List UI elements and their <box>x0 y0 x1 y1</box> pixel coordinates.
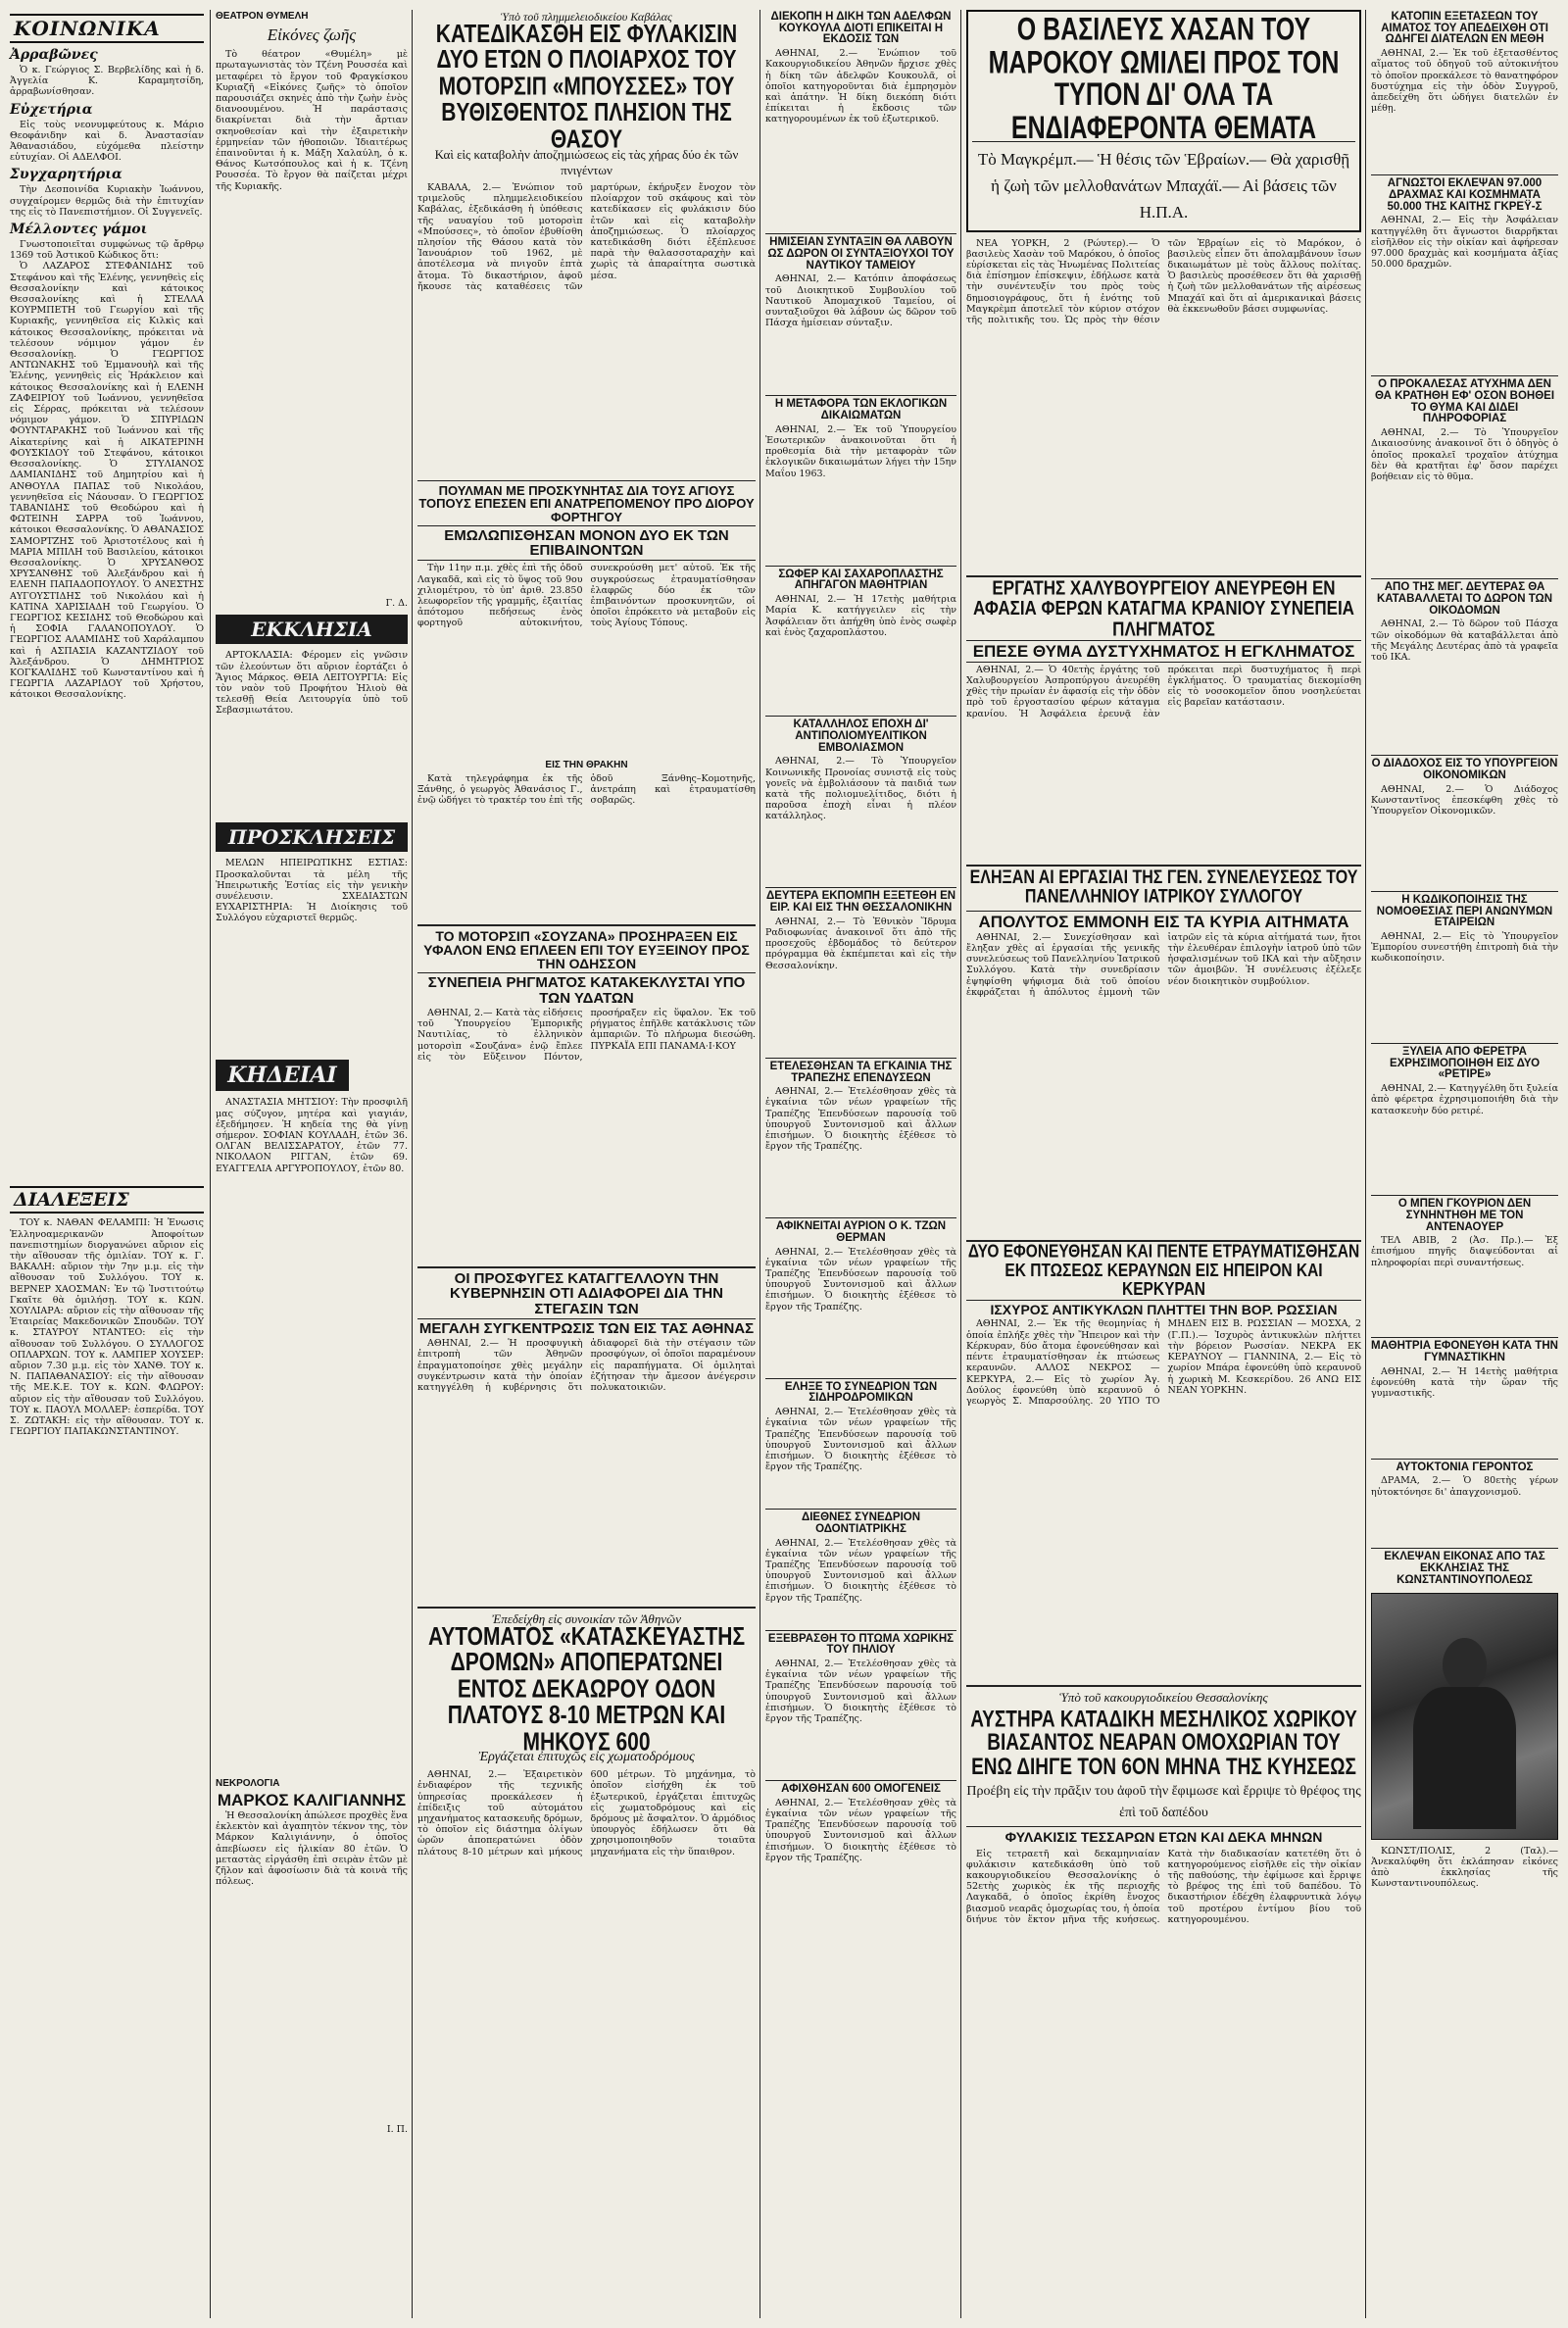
story-icons: ΚΩΝΣΤ/ΠΟΛΙΣ, 2 (Ταλ).— Ἀνεκαλύφθη ὅτι ἐκλάπησαν εἰκόνες ἀπὸ ἐκκλησίας τῆς Κωνσταντινουπόλεως. <box>1371 1845 1558 1890</box>
headline-broadcast: ΔΕΥΤΕΡΑ ΕΚΠΟΜΠΗ ΕΞΕΤΕΘΗ ΕΝ ΕΙΡ. ΚΑΙ ΕΙΣ ΤΗΝ ΘΕΣΣΑΛΟΝΙΚΗΝ <box>765 890 956 915</box>
lectures-text: ΤΟΥ κ. ΝΑΘΑΝ ΦΕΛΑΜΠΙ: Ἡ Ἑνωσις Ἑλληνοαμερικανῶν Ἀποφοίτων πανεπιστημίων διοργανώνει αὔριον εἰς τὴν αἴθουσαν τῆς ὁμιλίαν. ΤΟΥ κ. Γ. ΒΑΚΑΛΗ: αὔριον τὴν 7ην μ.μ. εἰς τὴν αἴθουσαν τοῦ Συλλόγου. ΤΟΥ κ. ΒΕΡΝΕΡ ΧΑΟΣΜΑΝ: Ἐν τῷ Ἰνστιτούτῳ Γκαῖτε θὰ ὁμιλήσῃ. ΤΟΥ κ. ΚΩΝ. ΧΟΥΛΙΑΡΑ: αὔριον εἰς τὴν αἴθουσαν τῆς Ἑταιρείας Μακεδονικῶν Σπουδῶν. ΤΟΥ κ. ΣΤΑΥΡΟΥ ΝΤΑΝΤΕΟ: εἰς τὴν αἴθουσαν τοῦ Συλλόγου. Ο ΣΥΛΛΟΓΟΣ ΟΠΛΑΡΧΩΝ. ΤΟΥ κ. ΛΑΜΠΕΡ ΧΟΥΣΕΡ: αὔριον 7.30 μ.μ. εἰς τὸν ΧΑΝΘ. ΤΟΥ κ. Ν. ΠΑΠΑΘΑΝΑΣΙΟΥ: εἰς τὴν αἴθουσαν τῆς ΜΕ.Κ.Ε. ΤΟΥ κ. ΚΩΝ. ΦΛΩΡΟΥ: αὔριον εἰς τὴν αἴθουσαν τοῦ Συλλόγου. ΤΟΥ κ. ΠΑΟΥΛ ΜΟΛΛΕΡ: ἑσπερίδα. ΤΟΥ Σ. ΖΩΤΑΚΗ: εἰς τὴν αἴθουσαν. ΤΟΥ κ. ΓΕΩΡΓΙΟΥ ΠΑΠΑΚΩΝΣΤΑΝΤΙΝΟΥ. <box>10 1217 204 1438</box>
story-abduction: ΑΘΗΝΑΙ, 2.— Ἡ 17ετὴς μαθήτρια Μαρία Κ. κατήγγειλεν εἰς τὴν Ἀσφάλειαν ὅτι ἀπήχθη ὑπὸ ἑνὸς σωφὲρ καὶ ἑνὸς ζαχαροπλάστου. <box>765 594 956 638</box>
story-lightning: ΑΘΗΝΑΙ, 2.— Ἐκ τῆς θεομηνίας ἡ ὁποία ἐπλήξε χθὲς τὴν Ἤπειρον καὶ τὴν Κέρκυραν, δύο ἄτομα ἐφονεύθησαν καὶ πέντε ἐτραυματίσθησαν ἐκ πτώσεως κεραυνῶν. ΑΛΛΟΣ ΝΕΚΡΟΣ — ΚΕΡΚΥΡΑ, 2.— Εἰς τὸ χωρίον Ἀγ. Δούλος ἐφονεύθη ὑπὸ κεραυνοῦ ὁ γεωργὸς Σ. Μπαρσούλης. 20 ΥΠΟ ΤΟ ΜΗΔΕΝ ΕΙΣ Β. ΡΩΣΣΙΑΝ — ΜΟΣΧΑ, 2 (Γ.Π.).— Ἰσχυρὸς ἀντικυκλὼν πλήττει τὴν βόρειον Ρωσσίαν. ΝΕΚΡΑ ΕΚ ΚΕΡΑΥΝΟΥ — ΓΙΑΝΝΙΝΑ, 2.— Εἰς τὸ χωρίον Μπάρα ἐφονεύθη ὑπὸ κεραυνοῦ ἡ χωρικὴ Μ. Κεσκερίδου. 26 ΑΝΩ ΕΙΣ ΝΕΑΝ ΥΟΡΚΗΝ. <box>966 1318 1361 1407</box>
headline-bank: ΕΤΕΛΕΣΘΗΣΑΝ ΤΑ ΕΓΚΑΙΝΙΑ ΤΗΣ ΤΡΑΠΕΖΗΣ ΕΠΕΝΔΥΣΕΩΝ <box>769 1060 953 1084</box>
subhead-thrace: ΕΙΣ ΤΗΝ ΘΡΑΚΗΝ <box>545 760 628 771</box>
marriages-text: Ὁ ΛΑΖΑΡΟΣ ΣΤΕΦΑΝΙΔΗΣ τοῦ Στεφάνου καὶ τῆς Ἐλένης, γεννηθεὶς εἰς Θεσσαλονίκην καὶ κάτοικος Θεσσαλονίκης καὶ ἡ ΣΤΕΛΛΑ ΚΟΥΡΜΠΕΤΗ τοῦ Γεωργίου καὶ τῆς Κυριακῆς, γεννηθεῖσα εἰς Κιλκὶς καὶ κάτοικος Θεσσαλονίκης, πρόκειται νὰ τελέσουν νόμιμον γάμον ἐν Θεσσαλονίκῃ. Ὁ ΓΕΩΡΓΙΟΣ ΑΝΤΩΝΑΚΗΣ τοῦ Ἐμμανουὴλ καὶ τῆς Ἑλένης, γεννηθεὶς εἰς Ἠράκλειον καὶ κάτοικος Θεσσαλονίκης καὶ ἡ ΕΛΕΝΗ ΖΑΦΕΙΡΙΟΥ τοῦ Ἰωάννου, γεννηθεῖσα εἰς Σέρρας, πρόκειται νὰ τελέσουν νόμιμον γάμον. Ὁ ΣΠΥΡΙΔΩΝ ΦΟΥΝΤΑΡΑΚΗΣ τοῦ Ἰωάννου καὶ τῆς Αἰκατερίνης καὶ ἡ ΑΙΚΑΤΕΡΙΝΗ ΦΟΥΣΚΙΔΟΥ τοῦ Στεφάνου, κάτοικοι Θεσσαλονίκης. Ὁ ΣΤΥΛΙΑΝΟΣ ΔΑΜΙΑΝΙΔΗΣ τοῦ Δημητρίου καὶ ἡ ΑΝΘΟΥΛΑ ΠΑΠΑΣ τοῦ Νικολάου, γεννηθεῖσα εἰς Νάουσαν. Ὁ ΓΕΩΡΓΙΟΣ ΤΑΒΑΝΙΔΗΣ τοῦ Θεοδώρου καὶ ἡ ΦΩΤΕΙΝΗ ΣΑΡΡΑ τοῦ Ἰωάννου, κάτοικοι Θεσσαλονίκης. Ὁ ΑΘΑΝΑΣΙΟΣ ΣΑΜΟΡΤΖΗΣ τοῦ Ἀριστοτέλους καὶ ἡ ΜΑΡΙΑ ΜΠΙΛΗ τοῦ Βασιλείου, κάτοικοι Θεσσαλονίκης. Ὁ ΧΡΥΣΑΝΘΟΣ ΧΡΥΣΑΝΘΗΣ τοῦ Ἀλεξάνδρου καὶ ἡ ΕΛΕΝΗ ΠΑΠΑΔΟΠΟΥΛΟΥ. Ὁ ΑΝΕΣΤΗΣ ΑΥΓΟΥΣΤΙΔΗΣ τοῦ Νικολάου καὶ ἡ ΚΑΤΙΝΑ ΧΑΡΙΣΙΑΔΗ τοῦ Γεωργίου. Ὁ ΓΕΩΡΓΙΟΣ ΚΕΣΙΔΗΣ τοῦ Θεοδώρου καὶ ἡ ΣΟΦΙΑ ΓΑΛΑΝΟΠΟΥΛΟΥ. Ὁ ΓΕΩΡΓΙΟΣ ΑΛΑΜΙΔΗΣ τοῦ Χαράλαμπου καὶ ἡ ΑΣΠΑΣΙΑ ΚΑΖΑΝΤΖΙΔΟΥ τοῦ Ἀλεξάνδρου. Ὁ ΔΗΜΗΤΡΙΟΣ ΚΟΓΚΑΛΙΔΗΣ τοῦ Κωνσταντίνου καὶ ἡ ΓΕΩΡΓΙΑ ΛΑΖΑΡΙΔΟΥ τοῦ Χρήστου, κάτοικοι Θεσσαλονίκης. <box>10 261 204 701</box>
column-main-right <box>966 10 1361 2318</box>
subhead-steelworker: ΕΠΕΣΕ ΘΥΜΑ ΔΥΣΤΥΧΗΜΑΤΟΣ Η ΕΓΚΛΗΜΑΤΟΣ <box>966 640 1361 663</box>
kicker: Ὑπὸ τοῦ πλημμελειοδικείου Καβάλας <box>501 10 672 24</box>
column-news-right <box>1371 10 1558 2318</box>
headline-ben-gurion: Ο ΜΠΕΝ ΓΚΟΥΡΙΟΝ ΔΕΝ ΣΥΝΗΝΤΗΘΗ ΜΕ ΤΟΝ ΑΝΤΕΝΑΟΥΕΡ <box>1397 1198 1532 1233</box>
theatre-text: Τὸ θέατρον «Θυμέλη» μὲ πρωταγωνιστὰς τὸν Τζένη Ρουσσέα καὶ μεταφέρει τὸ ἔργον τοῦ Φραγκίσκου Κυριαζῆ «Εἰκόνες ζωῆς» τὸ ὁποῖον παρουσιάζει σκηνὲς ἀπὸ τὴν ζωὴν ἐνὸς διανοουμένου. Ἡ παράστασις διακρίνεται διὰ τὴν ἄρτιαν σκηνοθεσίαν καὶ τὴν ἐξαιρετικὴν ἑρμηνείαν τῶν ἠθοποιῶν. Ἰδιαιτέρως ἐπαινοῦνται ἡ κ. Μάξη Χαλαύλη, ὁ κ. Θάνος Κωτσόπουλος καὶ ἡ κ. Τζένη Ρουσσέα. Τὸ ἔργον θὰ παίζεται μέχρι τῆς Κυριακῆς. <box>216 49 408 192</box>
headline-theft: ΑΓΝΩΣΤΟΙ ΕΚΛΕΨΑΝ 97.000 ΔΡΑΧΜΑΣ ΚΑΙ ΚΟΣΜΗΜΑΤΑ 50.000 ΤΗΣ ΚΑΙΤΗΣ ΓΚΡΕΫ-Σ <box>1387 177 1543 213</box>
headline-schoolgirl: ΜΑΘΗΤΡΙΑ ΕΦΟΝΕΥΘΗ ΚΑΤΑ ΤΗΝ ΓΥΜΝΑΣΤΙΚΗΝ <box>1371 1340 1558 1363</box>
headline-accident-driver: Ο ΠΡΟΚΑΛΕΣΑΣ ΑΤΥΧΗΜΑ ΔΕΝ ΘΑ ΚΡΑΤΗΘΗ ΕΦ' ΟΣΟΝ ΒΟΗΘΕΙ ΤΟ ΘΥΜΑ ΚΑΙ ΔΙΔΕΙ ΠΛΗΡΟΦΟΡΙΑΣ <box>1374 378 1555 425</box>
subhead-kavala: Καὶ εἰς καταβολὴν ἀποζημιώσεως εἰς τὰς χήρας δύο ἐκ τῶν πνιγέντων <box>434 147 739 178</box>
headline-refugees: ΟΙ ΠΡΟΣΦΥΓΕΣ ΚΑΤΑΓΓΕΛΛΟΥΝ ΤΗΝ ΚΥΒΕΡΝΗΣΙΝ ΟΤΙ ΑΔΙΑΦΟΡΕΙ ΔΙΑ ΤΗΝ ΣΤΕΓΑΣΙΝ ΤΩΝ <box>450 1269 723 1317</box>
item-title: Εὐχετήρια <box>10 101 93 118</box>
headline-drunk-driver: ΚΑΤΟΠΙΝ ΕΞΕΤΑΣΕΩΝ ΤΟΥ ΑΙΜΑΤΟΣ ΤΟΥ ΑΠΕΔΕΙΧΘΗ ΟΤΙ ΩΔΗΓΕΙ ΔΙΑΤΕΛΩΝ ΕΝ ΜΕΘΗ <box>1381 11 1548 46</box>
obituary-label: ΝΕΚΡΟΛΟΓΙΑ <box>216 1778 280 1790</box>
subhead-medical: ΑΠΟΛΥΤΟΣ ΕΜΜΟΝΗ ΕΙΣ ΤΑ ΚΥΡΙΑ ΑΙΤΗΜΑΤΑ <box>966 911 1361 930</box>
story-pension: ΑΘΗΝΑΙ, 2.— Κατόπιν ἀποφάσεως τοῦ Διοικητικοῦ Συμβουλίου τοῦ Ναυτικοῦ Ἀπομαχικοῦ Ταμείου, οἱ συνταξιοῦχοι θὰ λάβουν ὡς δῶρον τοῦ Πάσχα ἡμίσειαν σύνταξιν. <box>765 273 956 329</box>
story-theft: ΑΘΗΝΑΙ, 2.— Εἰς τὴν Ἀσφάλειαν κατηγγέλθη ὅτι ἄγνωστοι διαρρῆκται εἰσῆλθον εἰς τὴν οἰκίαν καὶ ἀφήρεσαν 97.000 δραχμὰς καὶ κοσμήματα ἀξίας 50.000 δραχμῶν. <box>1371 215 1558 271</box>
headline-medical: ΕΛΗΞΑΝ ΑΙ ΕΡΓΑΣΙΑΙ ΤΗΣ ΓΕΝ. ΣΥΝΕΛΕΥΣΕΩΣ ΤΟΥ ΠΑΝΕΛΛΗΝΙΟΥ ΙΑΤΡΙΚΟΥ ΣΥΛΛΟΓΟΥ <box>969 867 1358 908</box>
headline-suicide: ΑΥΤΟΚΤΟΝΙΑ ΓΕΡΟΝΤΟΣ <box>1396 1461 1534 1473</box>
story-medical: ΑΘΗΝΑΙ, 2.— Συνεχίσθησαν καὶ ἔληξαν χθὲς αἱ ἐργασίαι τῆς γενικῆς συνελεύσεως τοῦ Πανελληνίου Ἰατρικοῦ Συλλόγου. Κατὰ τὴν συνεδρίασιν ἐψηφίσθη ψήφισμα διὰ τοῦ ὁποίου ἐκφράζεται ἡ ἀπόλυτος ἐμμονὴ τῶν ἰατρῶν εἰς τὰ κύρια αἰτήματά των, ἤτοι τὴν ἐλευθέραν ἐπιλογὴν ἰατροῦ ὑπὸ τῶν ἠσφαλισμένων τοῦ ΙΚΑ καὶ τὴν αὔξησιν τῶν ἀμοιβῶν. Ἡ συνέλευσις ἐξέλεξε νέον διοικητικὸν συμβούλιον. <box>966 931 1361 998</box>
obituary-text: Ἡ Θεσσαλονίκη ἀπώλεσε προχθὲς ἕνα ἐκλεκτὸν καὶ ἀγαπητὸν τέκνον της, τὸν Μάρκον Καλιγιάννην, ὁ ὁποῖος ἀπεβίωσεν εἰς ἡλικίαν 80 ἐτῶν. Ὁ μεταστὰς εἰργάσθη ἐπὶ σειρὰν ἐτῶν μὲ ζῆλον καὶ ἀφοσίωσιν διὰ τὰ κοινὰ τῆς πόλεως. <box>216 1809 408 1888</box>
subhead-court: Προέβη εἰς τὴν πρᾶξιν του ἀφοῦ τὴν ἔφιμωσε καὶ ἔρριψε τὸ θρέφος της ἐπὶ τοῦ δαπέδου <box>966 1783 1361 1820</box>
story-pilgrims: Τὴν 11ην π.μ. χθὲς ἐπὶ τῆς ὁδοῦ Λαγκαδᾶ, καὶ εἰς τὸ ὕψος τοῦ 9ου χιλιομέτρου, τὸ ὑπ' ἀριθ. 23.850 λεωφορεῖον τῆς γραμμῆς, ἐξαιτίας ἀπότομου πεδήσεως ἐνὸς φορτηγοῦ αὐτοκινήτου, συνεκρούσθη μετ' αὐτοῦ. Ἐκ τῆς συγκρούσεως ἐτραυματίσθησαν ἐλαφρῶς δύο ἐκ τῶν ἐπιβαινόντων προσκυνητῶν, οἱ ὁποῖοι ἐπρόκειτο νὰ μεταβοῦν εἰς τοὺς Ἁγίους Τόπους. <box>417 563 756 629</box>
item-text: Τὴν Δεσποινίδα Κυριακὴν Ἰωάννου, συγχαίρομεν θερμῶς διὰ τὴν ἐπιτυχίαν της εἰς τὸ Πανεπιστήμιον. Οἱ Συγγενεῖς. <box>10 184 204 218</box>
headline-steelworker: ΕΡΓΑΤΗΣ ΧΑΛΥΒΟΥΡΓΕΙΟΥ ΑΝΕΥΡΕΘΗ ΕΝ ΑΦΑΣΙΑ ΦΕΡΩΝ ΚΑΤΑΓΜΑ ΚΡΑΝΙΟΥ ΣΥΝΕΠΕΙΑ ΠΛΗΓΜΑΤΟΣ <box>973 576 1354 640</box>
story-refugees: ΑΘΗΝΑΙ, 2.— Ἡ προσφυγικὴ ἐπιτροπὴ τῶν Ἀθηνῶν ἐπραγματοποίησε χθὲς μεγάλην συγκέντρωσιν κατὰ τὴν ὁποίαν κατηγγέλθη ἡ κυβέρνησις ὅτι ἀδιαφορεῖ διὰ τὴν στέγασιν τῶν προσφύγων, οἱ ὁποῖοι παραμένουν εἰς παραπήγματα. Οἱ ὁμιληταὶ ἐζήτησαν τὴν ἄμεσον ἀνέγερσιν πολυκατοικιῶν. <box>417 1338 756 1393</box>
headline-icons: ΕΚΛΕΨΑΝ ΕΙΚΟΝΑΣ ΑΠΟ ΤΑΣ ΕΚΚΛΗΣΙΑΣ ΤΗΣ ΚΩΝΣΤΑΝΤΙΝΟΥΠΟΛΕΩΣ <box>1384 1551 1545 1586</box>
story-dental: ΑΘΗΝΑΙ, 2.— Ἐτελέσθησαν χθὲς τὰ ἐγκαίνια τῶν νέων γραφείων τῆς Τραπέζης Ἐπενδύσεων παρουσίᾳ τοῦ ὑπουργοῦ Συντονισμοῦ καὶ ἄλλων ἐπισήμων. Ὁ διοικητὴς ἐξέθεσε τὸ ἔργον τῆς Τραπέζης. <box>765 1537 956 1604</box>
item-title: Ἀρραβῶνες <box>10 47 98 63</box>
headline-souzana: ΤΟ ΜΟΤΟΡΣΙΠ «ΣΟΥΖΑΝΑ» ΠΡΟΣΗΡΑΞΕΝ ΕΙΣ ΥΦΑΛΟΝ ΕΝΩ ΕΠΛΕΕΝ ΕΠΙ ΤΟΥ ΕΥΞΕΙΝΟΥ ΠΡΟΣ ΤΗΝ ΟΔΗΣΣΟΝ <box>423 927 750 972</box>
headline-expatriates: ΑΦΙΧΘΗΣΑΝ 600 ΟΜΟΓΕΝΕΙΣ <box>781 1782 941 1795</box>
story-roads: ΑΘΗΝΑΙ, 2.— Ἐξαιρετικὸν ἐνδιαφέρον τῆς τεχνικῆς ὑπηρεσίας προεκάλεσεν ἡ ἐπίδειξις τοῦ αὐτομάτου μηχανήματος κατασκευῆς δρόμων, τὸ ὁποῖον εἰς διάστημα ὀλίγων ὡρῶν ἀποπερατώνει ὁδὸν πλάτους 8-10 μέτρων καὶ μήκους 600 μέτρων. Τὸ μηχάνημα, τὸ ὁποῖον εἰσήχθη ἐκ τοῦ ἐξωτερικοῦ, ἐργάζεται ἐπιτυχῶς εἰς χωματοδρόμους καὶ εἰς δρόμους μὲ ἄσφαλτον. Ὁ ἀρμόδιος ὑπουργὸς ἐδήλωσεν ὅτι θὰ χρησιμοποιηθοῦν τοιαῦτα μηχανήματα εἰς τὴν ὕπαιθρον. <box>417 1769 756 1857</box>
subhead-lightning: ΙΣΧΥΡΟΣ ΑΝΤΙΚΥΚΛΩΝ ΠΛΗΤΤΕΙ ΤΗΝ ΒΟΡ. ΡΩΣΣΙΑΝ <box>966 1300 1361 1316</box>
headline-codification: Η ΚΩΔΙΚΟΠΟΙΗΣΙΣ ΤΗΣ ΝΟΜΟΘΕΣΙΑΣ ΠΕΡΙ ΑΝΩΝΥΜΩΝ ΕΤΑΙΡΕΙΩΝ <box>1376 893 1553 929</box>
story-souzana: ΑΘΗΝΑΙ, 2.— Κατὰ τὰς εἰδήσεις τοῦ Ὑπουργείου Ἐμπορικῆς Ναυτιλίας, τὸ ἑλληνικὸν μοτορσὶπ «Σουζάνα» ἐνῷ ἔπλεε εἰς τὸν Εὔξεινον Πόντον, προσήραξεν εἰς ὕφαλον. Ἐκ τοῦ ρήγματος ἐπῆλθε κατάκλυσις τῶν ἀμπαριῶν. Τὸ πλήρωμα διεσώθη. ΠΥΡΚΑΪΑ ΕΠΙ ΠΑΝΑΜΑ·Ι·ΚΟΥ <box>417 1007 756 1063</box>
story-drunk-driver: ΑΘΗΝΑΙ, 2.— Ἐκ τοῦ ἐξετασθέντος αἵματος τοῦ ὁδηγοῦ τοῦ αὐτοκινήτου τὸ ὁποῖον προεκάλεσε τὸ θανατηφόρον δυστύχημα εἰς τὴν ὁδὸν Συγγροῦ, ἀπεδείχθη ὅτι ὡδήγει διατελῶν ἐν μέθῃ. <box>1371 48 1558 115</box>
headline-electoral: Η ΜΕΤΑΦΟΡΑ ΤΩΝ ΕΚΛΟΓΙΚΩΝ ΔΙΚΑΙΩΜΑΤΩΝ <box>774 398 948 422</box>
kicker-court: Ὑπὸ τοῦ κακουργιοδικείου Θεσσαλονίκης <box>1059 1690 1268 1706</box>
story-pelion: ΑΘΗΝΑΙ, 2.— Ἐτελέσθησαν χθὲς τὰ ἐγκαίνια τῶν νέων γραφείων τῆς Τραπέζης Ἐπενδύσεων παρουσίᾳ τοῦ ὑπουργοῦ Συντονισμοῦ καὶ ἄλλων ἐπισήμων. Ὁ διοικητὴς ἐξέθεσε τὸ ἔργον τῆς Τραπέζης. <box>765 1658 956 1724</box>
subhead-pilgrims: ΕΜΩΛΩΠΙΣΘΗΣΑΝ ΜΟΝΟΝ ΔΥΟ ΕΚ ΤΩΝ ΕΠΙΒΑΙΝΟΝΤΩΝ <box>417 525 756 562</box>
theatre-title: ΘΕΑΤΡΟΝ ΘΥΜΕΛΗ <box>216 11 309 22</box>
story-suicide: ΔΡΑΜΑ, 2.— Ὁ 80ετὴς γέρων ηὐτοκτόνησε δι' ἀπαγχονισμοῦ. <box>1371 1475 1558 1498</box>
section-title-lectures: ΔΙΑΛΕΞΕΙΣ <box>10 1186 204 1214</box>
story-bank: ΑΘΗΝΑΙ, 2.— Ἐτελέσθησαν χθὲς τὰ ἐγκαίνια τῶν νέων γραφείων τῆς Τραπέζης Ἐπενδύσεων παρουσίᾳ τοῦ ὑπουργοῦ Συντονισμοῦ καὶ ἄλλων ἐπισήμων. Ὁ διοικητὴς ἐξέθεσε τὸ ἔργον τῆς Τραπέζης. <box>765 1086 956 1153</box>
item-text: Εἰς τοὺς νεονυμφεύτους κ. Μάριο Θεοφάνιδην καὶ δ. Ἀναστασίαν Ἀθανασιάδου, εὐχόμεθα πλείστην εὐτυχίαν. Οἱ ΑΔΕΛΦΟΙ. <box>10 119 204 164</box>
headline-kavala: ΚΑΤΕΔΙΚΑΣΘΗ ΕΙΣ ΦΥΛΑΚΙΣΙΝ ΔΥΟ ΕΤΩΝ Ο ΠΛΟΙΑΡΧΟΣ ΤΟΥ ΜΟΤΟΡΣΙΠ «ΜΠΟΥΣΣΕΣ» ΤΟΥ ΒΥΘΙΣΘΕΝΤΟΣ ΠΛΗΣΙΟΝ ΤΗΣ ΘΑΣΟΥ <box>435 20 738 154</box>
section-title-social: ΚΟΙΝΩΝΙΚΑ <box>10 14 204 43</box>
column-rule <box>960 10 961 2318</box>
news-photo <box>1371 1593 1558 1840</box>
funerals-text: ΑΝΑΣΤΑΣΙΑ ΜΗΤΣΙΟΥ: Τὴν προσφιλῆ μας σύζυγον, μητέρα καὶ γιαγιάν, ἐξεδήμησεν. Ἡ κηδεία της θὰ γίνῃ σήμερον. ΣΟΦΙΑΝ ΚΟΥΛΑΔΗ, ἐτῶν 36. ΟΛΓΑΝ ΒΕΛΙΣΣΑΡΑΤΟΥ, ἐτῶν 77. ΝΙΚΟΛΑΟΝ ΡΙΓΓΑΝ, ἐτῶν 69. ΕΥΑΓΓΕΛΙΑ ΑΡΓΥΡΟΠΟΥΛΟΥ, ἐτῶν 80. <box>216 1097 408 1174</box>
subhead-refugees: ΜΕΓΑΛΗ ΣΥΓΚΕΝΤΡΩΣΙΣ ΤΩΝ ΕΙΣ ΤΑΣ ΑΘΗΝΑΣ <box>418 1319 755 1337</box>
story-crown-prince: ΑΘΗΝΑΙ, 2.— Ὁ Διάδοχος Κωνσταντῖνος ἐπεσκέφθη χθὲς τὸ Ὑπουργεῖον Οἰκονομικῶν. <box>1371 783 1558 817</box>
headline-lightning: ΔΥΟ ΕΦΟΝΕΥΘΗΣΑΝ ΚΑΙ ΠΕΝΤΕ ΕΤΡΑΥΜΑΤΙΣΘΗΣΑΝ ΕΚ ΠΤΩΣΕΩΣ ΚΕΡΑΥΝΩΝ ΕΙΣ ΗΠΕΙΡΟΝ ΚΑΙ ΚΕΡΚΥΡΑΝ <box>967 1241 1360 1300</box>
funerals-title: ΚΗΔΕΙΑΙ <box>216 1060 349 1091</box>
item-title: Συγχαρητήρια <box>10 167 122 183</box>
obituary-name: ΜΑΡΚΟΣ ΚΑΛΙΓΙΑΝΝΗΣ <box>217 1790 407 1809</box>
headline-vaccination: ΚΑΤΑΛΛΗΛΟΣ ΕΠΟΧΗ ΔΙ' ΑΝΤΙΠΟΛΙΟΜΥΕΛΙΤΙΚΟΝ ΕΜΒΟΛΙΑΣΜΟΝ <box>793 718 929 754</box>
story-koukoulas: ΑΘΗΝΑΙ, 2.— Ἐνώπιον τοῦ Κακουργιοδικείου Ἀθηνῶν ἤρχισε χθὲς ἡ δίκη τῶν ἀδελφῶν Κουκουλᾶ, οἱ ὁποῖοι κατηγοροῦνται διὰ ἐμπρησμὸν καὶ ἀπάτην. Ἡ δίκη διεκόπη διότι ἐπίκειται ἡ ἔκδοσις τῶν κατηγορουμένων ἐκ τοῦ ἐξωτερικοῦ. <box>765 48 956 125</box>
newspaper-page <box>10 10 1558 2318</box>
headline-railway: ΕΛΗΞΕ ΤΟ ΣΥΝΕΔΡΙΟΝ ΤΩΝ ΣΙΔΗΡΟΔΡΟΜΙΚΩΝ <box>784 1380 938 1405</box>
headline-dental: ΔΙΕΘΝΕΣ ΣΥΝΕΔΡΙΟΝ ΟΔΟΝΤΙΑΤΡΙΚΗΣ <box>801 1511 921 1535</box>
invitations-title: ΠΡΟΣΚΛΗΣΕΙΣ <box>216 822 408 852</box>
subhead-morocco: Τὸ Μαγκρέμπ.— Ἡ θέσις τῶν Ἑβραίων.— Θὰ χαρισθῇ ἡ ζωὴ τῶν μελλοθανάτων Μπαχάϊ.— Αἱ βάσεις τῶν Η.Π.Α. <box>972 141 1355 226</box>
story-vaccination: ΑΘΗΝΑΙ, 2.— Τὸ Ὑπουργεῖον Κοινωνικῆς Προνοίας συνιστᾷ εἰς τοὺς γονεῖς νὰ ἐμβολιάσουν τὰ παιδιά των κατὰ τῆς πολιομυελίτιδος, διότι ἡ παροῦσα ἐποχὴ εἶναι ἡ πλέον κατάλληλος. <box>765 756 956 822</box>
theatre-play: Εἰκόνες ζωῆς <box>267 25 357 45</box>
headline-pension: ΗΜΙΣΕΙΑΝ ΣΥΝΤΑΞΙΝ ΘΑ ΛΑΒΟΥΝ ΩΣ ΔΩΡΟΝ ΟΙ ΣΥΝΤΑΞΙΟΥΧΟΙ ΤΟΥ ΝΑΥΤΙΚΟΥ ΤΑΜΕΙΟΥ <box>767 236 955 272</box>
headline-coffins: ΞΥΛΕΙΑ ΑΠΟ ΦΕΡΕΤΡΑ ΕΧΡΗΣΙΜΟΠΟΙΗΘΗ ΕΙΣ ΔΥΟ «ΡΕΤΙΡΕ» <box>1389 1045 1541 1081</box>
headline-therman: ΑΦΙΚΝΕΙΤΑΙ ΑΥΡΙΟΝ Ο Κ. ΤΖΩΝ ΘΕΡΜΑΝ <box>775 1220 947 1244</box>
theatre-sign: Γ. Δ. <box>385 598 408 610</box>
headline-roads: ΑΥΤΟΜΑΤΟΣ «ΚΑΤΑΣΚΕΥΑΣΤΗΣ ΔΡΟΜΩΝ» ΑΠΟΠΕΡΑΤΩΝΕΙ ΕΝΤΟΣ ΔΕΚΑΩΡΟΥ ΟΔΟΝ ΠΛΑΤΟΥΣ 8-10 ΜΕΤΡΩΝ ΚΑΙ ΜΗΚΟΥΣ 600 <box>427 1622 746 1757</box>
story-expatriates: ΑΘΗΝΑΙ, 2.— Ἐτελέσθησαν χθὲς τὰ ἐγκαίνια τῶν νέων γραφείων τῆς Τραπέζης Ἐπενδύσεων παρουσίᾳ τοῦ ὑπουργοῦ Συντονισμοῦ καὶ ἄλλων ἐπισήμων. Ὁ διοικητὴς ἐξέθεσε τὸ ἔργον τῆς Τραπέζης. <box>765 1797 956 1863</box>
headline-court: ΑΥΣΤΗΡΑ ΚΑΤΑΔΙΚΗ ΜΕΣΗΛΙΚΟΣ ΧΩΡΙΚΟΥ ΒΙΑΣΑΝΤΟΣ ΝΕΑΡΑΝ ΟΜΟΧΩΡΙΑΝ ΤΟΥ ΕΝΩ ΔΙΗΓΕ ΤΟΝ 6ΟΝ ΜΗΝΑ ΤΗΣ ΚΥΗΣΕΩΣ <box>970 1707 1357 1781</box>
column-rule <box>210 10 211 2318</box>
story-steelworker: ΑΘΗΝΑΙ, 2.— Ὁ 40ετὴς ἐργάτης τοῦ Χαλυβουργείου Ἀσπροπύργου ἀνευρέθη χθὲς τὴν πρωίαν ἐν ἀφασίᾳ εἰς τὴν ὁδὸν πρὸ τοῦ ἐργοστασίου φέρων κάταγμα κρανίου. Ἡ Ἀσφάλεια ἐρευνᾷ ἐὰν πρόκειται περὶ δυστυχήματος ἢ περὶ ἐγκλήματος. Ὁ τραυματίας διεκομίσθη εἰς τὸ νοσοκομεῖον ὅπου νοσηλεύεται εἰς βαρεῖαν κατάστασιν. <box>966 664 1361 719</box>
column-social <box>10 10 204 2318</box>
item-title: Μέλλοντες γάμοι <box>10 222 148 238</box>
column-arts <box>216 10 408 2318</box>
headline-abduction: ΣΩΦΕΡ ΚΑΙ ΣΑΧΑΡΟΠΛΑΣΤΗΣ ΑΠΗΓΑΓΟΝ ΜΑΘΗΤΡΙΑΝ <box>778 568 944 592</box>
story-court: Εἰς τετραετῆ καὶ δεκαμηνιαίαν φυλάκισιν κατεδικάσθη ὑπὸ τοῦ κακουργιοδικείου Θεσσαλονίκης ὁ 52ετὴς χωρικὸς ἐκ τῆς περιοχῆς Λαγκαδᾶ, ὁ ὁποῖος ἐκρίθη ἔνοχος βιασμοῦ νεαρᾶς ὁμοχωρίας του, ἡ ὁποία διήνυε τὸν ἕκτον μῆνα τῆς κυήσεως. Κατὰ τὴν διαδικασίαν κατετέθη ὅτι ὁ κατηγορούμενος εἰσῆλθε εἰς τὴν οἰκίαν τῆς παθούσης, τὴν ἐφίμωσε καὶ ἔρριψε τὸ βρέφος της ἐπὶ τοῦ δαπέδου. Τὸ δικαστήριον ἐδέχθη ἐλαφρυντικὰ λόγῳ τοῦ προτέρου ἐντίμου βίου τοῦ κατηγορουμένου. <box>966 1848 1361 1925</box>
headline-builders: ΑΠΟ ΤΗΣ ΜΕΓ. ΔΕΥΤΕΡΑΣ ΘΑ ΚΑΤΑΒΑΛΛΕΤΑΙ ΤΟ ΔΩΡΟΝ ΤΩΝ ΟΙΚΟΔΟΜΩΝ <box>1376 581 1553 617</box>
column-rule <box>1365 10 1366 2318</box>
story-electoral: ΑΘΗΝΑΙ, 2.— Ἐκ τοῦ Ὑπουργείου Ἐσωτερικῶν ἀνακοινοῦται ὅτι ἡ προθεσμία διὰ τὴν μεταφορὰν τῶν ἐκλογικῶν δικαιωμάτων λήγει τὴν 15ην Μαΐου 1963. <box>765 423 956 479</box>
story-ben-gurion: ΤΕΛ ΑΒΙΒ, 2 (Ἀσ. Πρ.).— Ἐξ ἐπισήμου πηγῆς διαψεύδονται αἱ πληροφορίαι περὶ συναντήσεως. <box>1371 1235 1558 1268</box>
headline-pilgrims: ΠΟΥΛΜΑΝ ΜΕ ΠΡΟΣΚΥΝΗΤΑΣ ΔΙΑ ΤΟΥΣ ΑΓΙΟΥΣ ΤΟΠΟΥΣ ΕΠΕΣΕΝ ΕΠΙ ΑΝΑΤΡΕΠΟΜΕΝΟΥ ΠΡΟ ΔΙΟΡΟΥ ΦΟΡΤΗΓΟΥ <box>418 483 755 524</box>
headline-pelion: ΕΞΕΒΡΑΣΘΗ ΤΟ ΠΤΩΜΑ ΧΩΡΙΚΗΣ ΤΟΥ ΠΗΛΙΟΥ <box>767 1632 955 1657</box>
headline-box-morocco <box>966 10 1361 232</box>
column-rule <box>412 10 413 2318</box>
subhead-souzana: ΣΥΝΕΠΕΙΑ ΡΗΓΜΑΤΟΣ ΚΑΤΑΚΕΚΛΥΣΤΑΙ ΥΠΟ ΤΩΝ ΥΔΑΤΩΝ <box>417 972 756 1006</box>
invitations-text: ΜΕΛΩΝ ΗΠΕΙΡΩΤΙΚΗΣ ΕΣΤΙΑΣ: Προσκαλοῦνται τὰ μέλη τῆς Ἠπειρωτικῆς Ἑστίας εἰς τὴν γενικὴν συνέλευσιν. ΣΧΕΔΙΑΣΤΩΝ ΕΥΧΑΡΙΣΤΗΡΙΑ: Ἡ Διοίκησις τοῦ Συλλόγου εὐχαριστεῖ θερμῶς. <box>216 858 408 924</box>
item-text: Ὁ κ. Γεώργιος Σ. Βερβελίδης καὶ ἡ δ. Ἀγγελία Κ. Καραμητσίδη, ἀρραβωνίσθησαν. <box>10 65 204 98</box>
story-therman: ΑΘΗΝΑΙ, 2.— Ἐτελέσθησαν χθὲς τὰ ἐγκαίνια τῶν νέων γραφείων τῆς Τραπέζης Ἐπενδύσεων παρουσίᾳ τοῦ ὑπουργοῦ Συντονισμοῦ καὶ ἄλλων ἐπισήμων. Ὁ διοικητὴς ἐξέθεσε τὸ ἔργον τῆς Τραπέζης. <box>765 1246 956 1313</box>
story-builders: ΑΘΗΝΑΙ, 2.— Τὸ δῶρον τοῦ Πάσχα τῶν οἰκοδόμων θὰ καταβάλλεται ἀπὸ τῆς Μεγάλης Δευτέρας ἀπὸ τὰ γραφεῖα τοῦ ΙΚΑ. <box>1371 619 1558 663</box>
obituary-sign: Ι. Π. <box>386 2123 408 2135</box>
subhead-roads: Ἐργάζεται ἐπιτυχῶς εἰς χωματοδρόμους <box>478 1750 695 1765</box>
story-railway: ΑΘΗΝΑΙ, 2.— Ἐτελέσθησαν χθὲς τὰ ἐγκαίνια τῶν νέων γραφείων τῆς Τραπέζης Ἐπενδύσεων παρουσίᾳ τοῦ ὑπουργοῦ Συντονισμοῦ καὶ ἄλλων ἐπισήμων. Ὁ διοικητὴς ἐξέθεσε τὸ ἔργον τῆς Τραπέζης. <box>765 1407 956 1473</box>
story-codification: ΑΘΗΝΑΙ, 2.— Εἰς τὸ Ὑπουργεῖον Ἐμπορίου συνεστήθη ἐπιτροπὴ διὰ τὴν κωδικοποίησιν. <box>1371 930 1558 965</box>
story-schoolgirl: ΑΘΗΝΑΙ, 2.— Ἡ 14ετὴς μαθήτρια ἐφονεύθη κατὰ τὴν ὥραν τῆς γυμναστικῆς. <box>1371 1365 1558 1400</box>
headline-crown-prince: Ο ΔΙΑΔΟΧΟΣ ΕΙΣ ΤΟ ΥΠΟΥΡΓΕΙΟΝ ΟΙΚΟΝΟΜΙΚΩΝ <box>1371 758 1558 782</box>
subhead-court-sentence: ΦΥΛΑΚΙΣΙΣ ΤΕΣΣΑΡΩΝ ΕΤΩΝ ΚΑΙ ΔΕΚΑ ΜΗΝΩΝ <box>966 1826 1361 1844</box>
story-coffins: ΑΘΗΝΑΙ, 2.— Κατηγγέλθη ὅτι ξυλεία ἀπὸ φέρετρα ἐχρησιμοποιήθη διὰ τὴν κατασκευὴν δύο ρετιρέ. <box>1371 1083 1558 1116</box>
story-kavala: ΚΑΒΑΛΑ, 2.— Ἐνώπιον τοῦ τριμελοῦς πλημμελειοδικείου Καβάλας, ἐξεδικάσθη ἡ ὑπόθεσις τῆς ναυαγίου τοῦ μοτορσὶπ «Μπούσσες», τὸ ὁποῖον ἐβυθίσθη πλησίον τῆς Θάσου κατὰ τὸν Ἰανουάριον τοῦ 1962, μὲ ἀποτέλεσμα νὰ πνιγοῦν ἑπτὰ ἄτομα. Τὸ δικαστήριον, ἀφοῦ ἤκουσε τὰς καταθέσεις τῶν μαρτύρων, ἐκήρυξεν ἔνοχον τὸν πλοίαρχον τοῦ σκάφους καὶ τὸν κατεδίκασεν εἰς φυλάκισιν δύο ἐτῶν καὶ εἰς καταβολὴν ἀποζημιώσεως. Ὁ πλοίαρχος κατεδικάσθη διότι ἐξέπλευσε παρὰ τὴν θαλασσοταραχὴν καὶ χωρὶς τὰ ἀπαραίτητα σωστικὰ μέσα. <box>417 182 756 292</box>
story-thrace: Κατὰ τηλεγράφημα ἐκ τῆς Ξάνθης, ὁ γεωργὸς Ἀθανάσιος Γ., ἐνῷ ὡδήγει τὸ τρακτέρ του ἐπὶ τῆς ὁδοῦ Ξάνθης–Κομοτηνῆς, ἀνετράπη καὶ ἐτραυματίσθη σοβαρῶς. <box>417 772 756 806</box>
headline-koukoulas: ΔΙΕΚΟΠΗ Η ΔΙΚΗ ΤΩΝ ΑΔΕΛΦΩΝ ΚΟΥΚΟΥΛΑ ΔΙΟΤΙ ΕΠΙΚΕΙΤΑΙ Η ΕΚΔΟΣΙΣ ΤΩΝ <box>770 11 952 46</box>
kicker-roads: Ἐπεδείχθη εἰς συνοικίαν τῶν Ἀθηνῶν <box>492 1611 681 1627</box>
church-title: ΕΚΚΛΗΣΙΑ <box>216 615 408 644</box>
story-morocco: ΝΕΑ ΥΟΡΚΗ, 2 (Ρώυτερ).— Ὁ βασιλεὺς Χασὰν τοῦ Μαρόκου, ὁ ὁποῖος εὑρίσκεται εἰς τὰς Ἡνωμένας Πολιτείας διὰ ἐπίσημον ἐπίσκεψιν, ἐδήλωσε κατὰ τὴν συνέντευξίν του πρὸς τοὺς δημοσιογράφους, ὅτι ἡ ἑνότης τοῦ Μαγκρὲμπ ἀποτελεῖ τὸν κύριον στόχον τῆς πολιτικῆς του. Ὡς πρὸς τὴν θέσιν τῶν Ἑβραίων εἰς τὸ Μαρόκον, ὁ βασιλεὺς εἶπεν ὅτι ἀπολαμβάνουν ἴσων δικαιωμάτων μὲ τοὺς ἄλλους πολίτας. Ὁ βασιλεὺς προσέθεσεν ὅτι θὰ χαρισθῇ ἡ ζωὴ τῶν μελλοθανάτων τῆς αἱρέσεως Μπαχάϊ καὶ ὅτι αἱ ἀμερικανικαὶ βάσεις θὰ ἐκκενωθοῦν βάσει συμφωνίας. <box>966 237 1361 325</box>
headline-morocco: Ο ΒΑΣΙΛΕΥΣ ΧΑΣΑΝ ΤΟΥ ΜΑΡΟΚΟΥ ΩΜΙΛΕΙ ΠΡΟΣ ΤΟΝ ΤΥΠΟΝ ΔΙ' ΟΛΑ ΤΑ ΕΝΔΙΑΦΕΡΟΝΤΑ ΘΕΜΑΤΑ <box>988 12 1340 145</box>
column-briefs <box>765 10 956 2318</box>
item-text: Γνωστοποιεῖται συμφώνως τῷ ἄρθρῳ 1369 τοῦ Ἀστικοῦ Κώδικος ὅτι: <box>10 239 204 262</box>
story-broadcast: ΑΘΗΝΑΙ, 2.— Τὸ Ἐθνικὸν Ἵδρυμα Ραδιοφωνίας ἀνακοινοῖ ὅτι ἀπὸ τῆς προσεχοῦς ἑβδομάδος τὸ δεύτερον πρόγραμμα θὰ ἐκπέμπεται καὶ εἰς τὴν Θεσσαλονίκην. <box>765 916 956 971</box>
story-accident-driver: ΑΘΗΝΑΙ, 2.— Τὸ Ὑπουργεῖον Δικαιοσύνης ἀνακοινοῖ ὅτι ὁ ὁδηγὸς ὁ ὁποῖος προκαλεῖ τροχαῖον ἀτύχημα δὲν θὰ κρατῆται ἐφ' ὅσον παρέχει βοήθειαν εἰς τὸ θῦμα. <box>1371 427 1558 482</box>
church-text: ΑΡΤΟΚΛΑΣΙΑ: Φέρομεν εἰς γνῶσιν τῶν ἐλεούντων ὅτι αὔριον ἑορτάζει ὁ Ἅγιος Μάρκος. ΘΕΙΑ ΛΕΙΤΟΥΡΓΙΑ: Εἰς τὸν ναὸν τοῦ Προφήτου Ἠλιοὺ θὰ τελεσθῇ Θεία Λειτουργία ὑπὸ τοῦ Σεβασμιωτάτου. <box>216 650 408 717</box>
column-main-left <box>417 10 756 2318</box>
